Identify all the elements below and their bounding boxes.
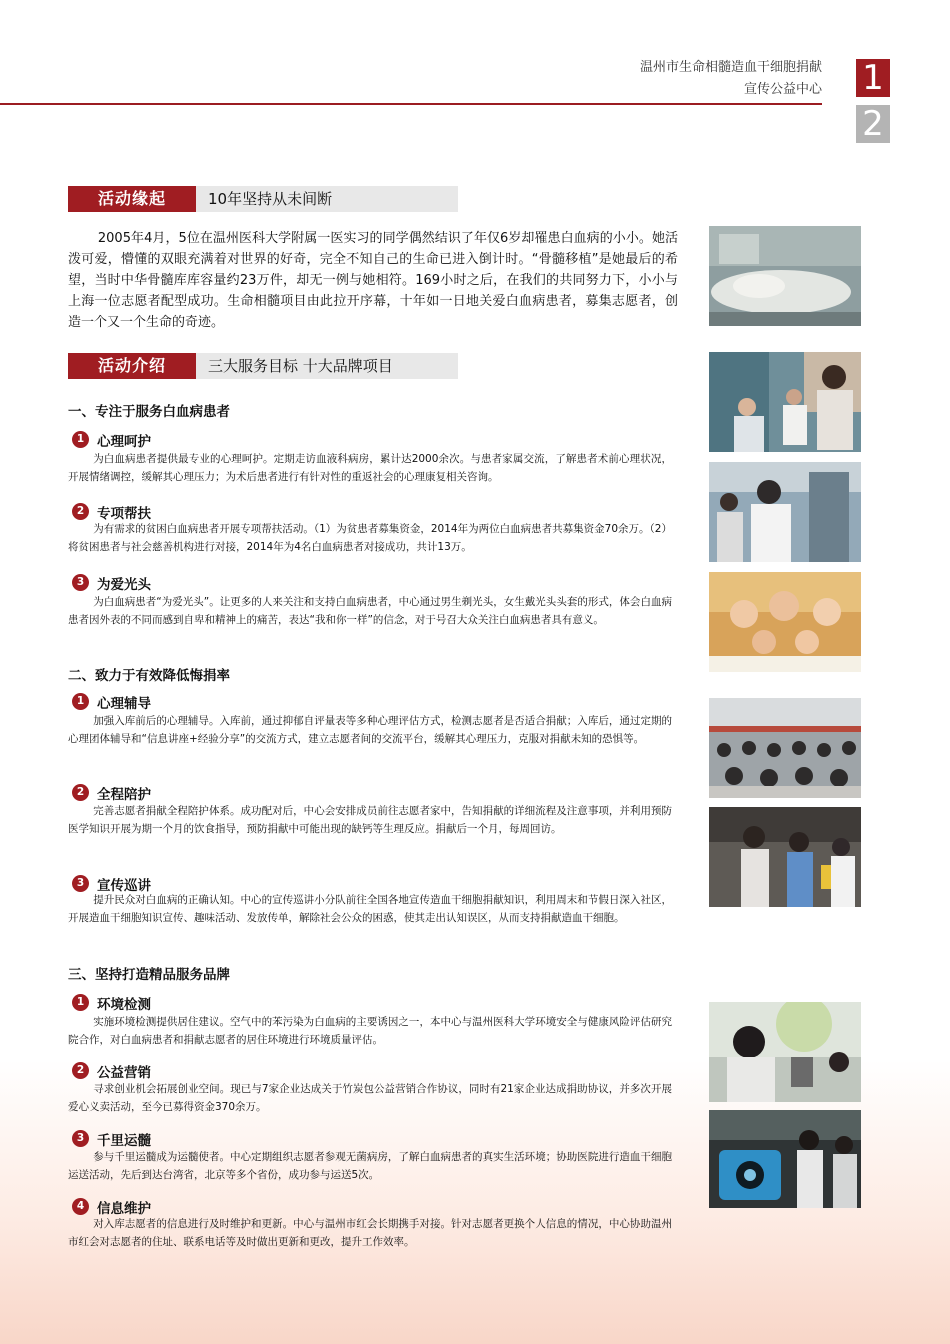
section-tag-intro: 活动介绍: [68, 353, 196, 379]
section-header-origin: [68, 186, 458, 212]
org-name-line1: 温州市生命相髓造血干细胞捐献: [639, 60, 822, 75]
page-number-digit-1: 1: [856, 59, 890, 97]
item-label: 环境检测: [97, 996, 151, 1013]
photo-environment-testing: [709, 1002, 861, 1102]
item-title-zhuanxiangbangfu: [72, 501, 151, 522]
item-title-qianliyunsui: [72, 1128, 151, 1149]
item-desc-xinlifudao: 加强入库前后的心理辅导。入库前，通过抑郁自评量表等多种心理评估方式，检测志愿者是否适合捐献；入库后，通过定期的心理团体辅导和“信息讲座+经验分享”的交流方式，建立志愿者间的交流平台，缓解其心理压力，克服对捐献未知的恐惧等。: [68, 715, 672, 745]
item-label: 宣传巡讲: [97, 877, 151, 894]
section-subtitle-origin: 10年坚持从未间断: [208, 190, 333, 208]
item-desc-xuanchuanxunjiang: 提升民众对白血病的正确认知。中心的宣传巡讲小分队前往全国各地宣传造血干细胞捐献知识，利用周末和节假日深入社区，开展造血干细胞知识宣传、趣味活动、发放传单，解除社会公众的困惑，使其走出认知误区，从而支持捐献造血干细胞。: [68, 894, 672, 924]
item-title-quanchengpeihu: [72, 782, 151, 803]
item-title-huanjingjiance: [72, 992, 151, 1013]
category-title-1: 一、专注于服务白血病患者: [68, 404, 230, 420]
number-badge: 3: [72, 574, 89, 591]
origin-paragraph: 2005年4月，5位在温州医科大学附属一医实习的同学偶然结识了年仅6岁却罹患白血病的小小。她活泼可爱，懵懂的双眼充满着对世界的好奇，完全不知自己的生命已进入倒计时。“骨髓移植”是她最后的希望，当时中华骨髓库库容量约23万件，却无一例与她相符。169小时之后，在我们的共同努力下，小小与上海一位志愿者配型成功。生命相髓项目由此拉开序幕，十年如一日地关爱白血病患者，募集志愿者，创造一个又一个生命的奇迹。: [68, 231, 678, 330]
photo-marrow-transport: [709, 1110, 861, 1208]
number-badge: 1: [72, 431, 89, 448]
item-label: 全程陪护: [97, 786, 151, 803]
photo-classroom-lecture: [709, 698, 861, 798]
item-desc-huanjingjiance: 实施环境检测提供居住建议。空气中的苯污染为白血病的主要诱因之一，本中心与温州医科大学环境安全与健康风险评估研究院合作，对白血病患者和捐献志愿者的居住环境进行环境质量评估。: [68, 1016, 672, 1046]
page-number-digit-2: 2: [856, 105, 890, 143]
category-title-2: 二、致力于有效降低悔捐率: [68, 668, 230, 684]
item-title-weiaiguangtou: [72, 572, 151, 593]
item-label: 千里运髓: [97, 1132, 151, 1149]
item-title-xinlifudao: [72, 691, 151, 712]
item-label: 公益营销: [97, 1064, 151, 1081]
section-tag-origin: 活动缘起: [68, 186, 196, 212]
item-label: 心理辅导: [97, 695, 151, 712]
item-title-xinxiweihu: [72, 1196, 151, 1217]
item-desc-quanchengpeihu: 完善志愿者捐献全程陪护体系。成功配对后，中心会安排成员前往志愿者家中，告知捐献的详细流程及注意事项，并利用预防医学知识开展为期一个月的饮食指导，预防捐献中可能出现的缺钙等生理反应。捐献后一个月，每周回访。: [68, 805, 672, 835]
org-name-line2: 宣传公益中心: [743, 82, 822, 97]
number-badge: 1: [72, 994, 89, 1011]
item-title-xinlihehu: [72, 429, 151, 450]
number-badge: 2: [72, 503, 89, 520]
section-header-intro: [68, 353, 458, 379]
section-subtitle-intro: 三大服务目标 十大品牌项目: [208, 357, 393, 375]
header-rule: [0, 103, 822, 105]
item-title-xuanchuanxunjiang: [72, 873, 151, 894]
photo-volunteers-accompany: [709, 807, 861, 907]
item-label: 为爱光头: [97, 576, 151, 593]
number-badge: 3: [72, 875, 89, 892]
number-badge: 2: [72, 1062, 89, 1079]
item-desc-qianliyunsui: 参与千里运髓成为运髓使者。中心定期组织志愿者参观无菌病房，了解白血病患者的真实生活环境；协助医院进行造血干细胞运送活动，先后到达台湾省，北京等多个省份，成功参与运送5次。: [68, 1151, 672, 1181]
category-title-3: 三、坚持打造精品服务品牌: [68, 967, 230, 983]
item-desc-xinxiweihu: 对入库志愿者的信息进行及时维护和更新。中心与温州市红会长期携手对接。针对志愿者更换个人信息的情况，中心协助温州市红会对志愿者的住址、联系电话等及时做出更新和更改，提升工作效率。: [68, 1218, 672, 1248]
photo-assistance-visit: [709, 462, 861, 562]
item-desc-xinlihehu: 为白血病患者提供最专业的心理呵护。定期走访血液科病房，累计达2000余次。与患者家属交流，了解患者术前心理状况，开展情绪调控，缓解其心理压力；为术后患者进行有针对性的重返社会的心理康复相关咨询。: [68, 453, 672, 483]
item-label: 信息维护: [97, 1200, 151, 1217]
item-label: 专项帮扶: [97, 505, 151, 522]
photo-ward-visit: [709, 352, 861, 452]
item-desc-zhuanxiangbangfu: 为有需求的贫困白血病患者开展专项帮扶活动。（1）为贫患者募集资金，2014年为两位白血病患者共募集资金70余万。（2）将贫困患者与社会慈善机构进行对接，2014年为4名白血病患者对接成功，共计13万。: [68, 523, 672, 553]
item-title-gongyiyingxiao: [72, 1060, 151, 1081]
number-badge: 4: [72, 1198, 89, 1215]
number-badge: 2: [72, 784, 89, 801]
item-desc-weiaiguangtou: 为白血病患者“为爱光头”。让更多的人来关注和支持白血病患者，中心通过男生剃光头，女生戴光头头套的形式，体会白血病患者因外表的不同而感到自卑和精神上的痛苦，表达“我和你一样”的信念，对于号召大众关注白血病患者具有意义。: [68, 596, 672, 626]
number-badge: 3: [72, 1130, 89, 1147]
item-desc-gongyiyingxiao: 寻求创业机会拓展创业空间。现已与7家企业达成关于竹炭包公益营销合作协议，同时有21家企业达成捐助协议，并多次开展爱心义卖活动，至今已募得资金370余万。: [68, 1083, 672, 1113]
photo-hospital-bed: [709, 226, 861, 326]
photo-shaved-heads-group: [709, 572, 861, 672]
item-label: 心理呵护: [97, 433, 151, 450]
number-badge: 1: [72, 693, 89, 710]
